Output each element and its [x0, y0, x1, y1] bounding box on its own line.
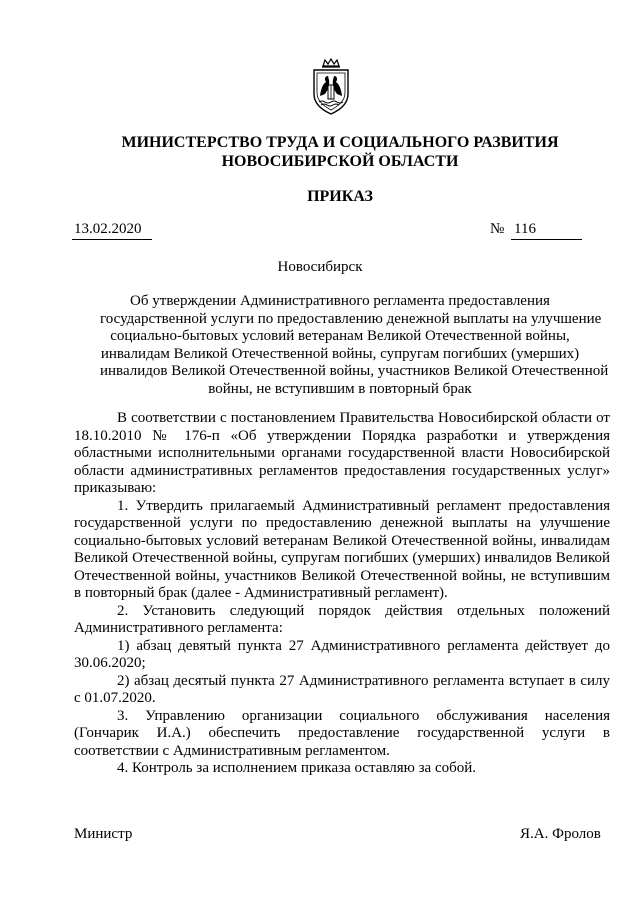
- order-number: 116: [511, 220, 582, 240]
- ministry-heading: [60, 133, 620, 171]
- signatory-position: Министр: [74, 826, 133, 842]
- subject-line: инвалидов Великой Отечественной войны, участников Великой Отечественной: [100, 363, 609, 380]
- body-paragraph-item-2: 2. Установить следующий порядок действия отдельных положений Административного регламента:: [74, 602, 610, 636]
- body-paragraph-item-4: 4. Контроль за исполнением приказа оставляю за собой.: [117, 760, 477, 776]
- subject-line: войны, не вступившим в повторный брак: [208, 380, 472, 397]
- ministry-name-line2: НОВОСИБИРСКОЙ ОБЛАСТИ: [221, 153, 459, 170]
- subject-line: Об утверждении Административного регламента предоставления: [130, 293, 550, 309]
- coat-of-arms-icon: [308, 58, 354, 116]
- subject-line: инвалидам Великой Отечественной войны, супругам погибших (умерших): [100, 345, 580, 362]
- order-date: 13.02.2020: [72, 220, 152, 240]
- body-paragraph-subitem-1: 1) абзац девятый пункта 27 Административного регламента действует до 30.06.2020;: [74, 637, 610, 671]
- order-title: ПРИКАЗ: [307, 188, 373, 205]
- body-paragraph-subitem-2: 2) абзац десятый пункта 27 Административного регламента вступает в силу с 01.07.2020.: [74, 672, 610, 706]
- order-subject: [100, 293, 609, 399]
- number-sign: №: [490, 221, 505, 237]
- subject-line: социально-бытовых условий ветеранам Великой Отечественной войны,: [110, 328, 570, 345]
- city: Новосибирск: [277, 259, 363, 275]
- body-paragraph-item-1: 1. Утвердить прилагаемый Административный регламент предоставления государственной услуги по предоставлению денежной выплаты на улучшение социально-бытовых условий ветеранам Великой Отечественной войны, инвалидам Великой Отечественной войны, супругам погибших (умерших) инвалидов Великой Отечественной войны, участников Великой Отечественной войны, не вступившим в повторный брак (далее - Административный регламент).: [74, 497, 610, 601]
- signatory-name: Я.А. Фролов: [520, 826, 601, 842]
- ministry-name-line1: МИНИСТЕРСТВО ТРУДА И СОЦИАЛЬНОГО РАЗВИТИЯ: [121, 134, 559, 151]
- order-body: [74, 410, 610, 778]
- body-paragraph-item-3: 3. Управлению организации социального обслуживания населения (Гончарик И.А.) обеспечить предоставление государственной услуги в соответствии с Административным регламентом.: [74, 707, 610, 759]
- subject-line: государственной услуги по предоставлению денежной выплаты на улучшение: [100, 310, 602, 327]
- body-paragraph-preamble: В соответствии с постановлением Правительства Новосибирской области от 18.10.2010 № 176-п «Об утверждении Порядка разработки и утверждения областными исполнительными органами государственной власти Новосибирской области административных регламентов предоставления государственных услуг» приказываю:: [74, 410, 610, 496]
